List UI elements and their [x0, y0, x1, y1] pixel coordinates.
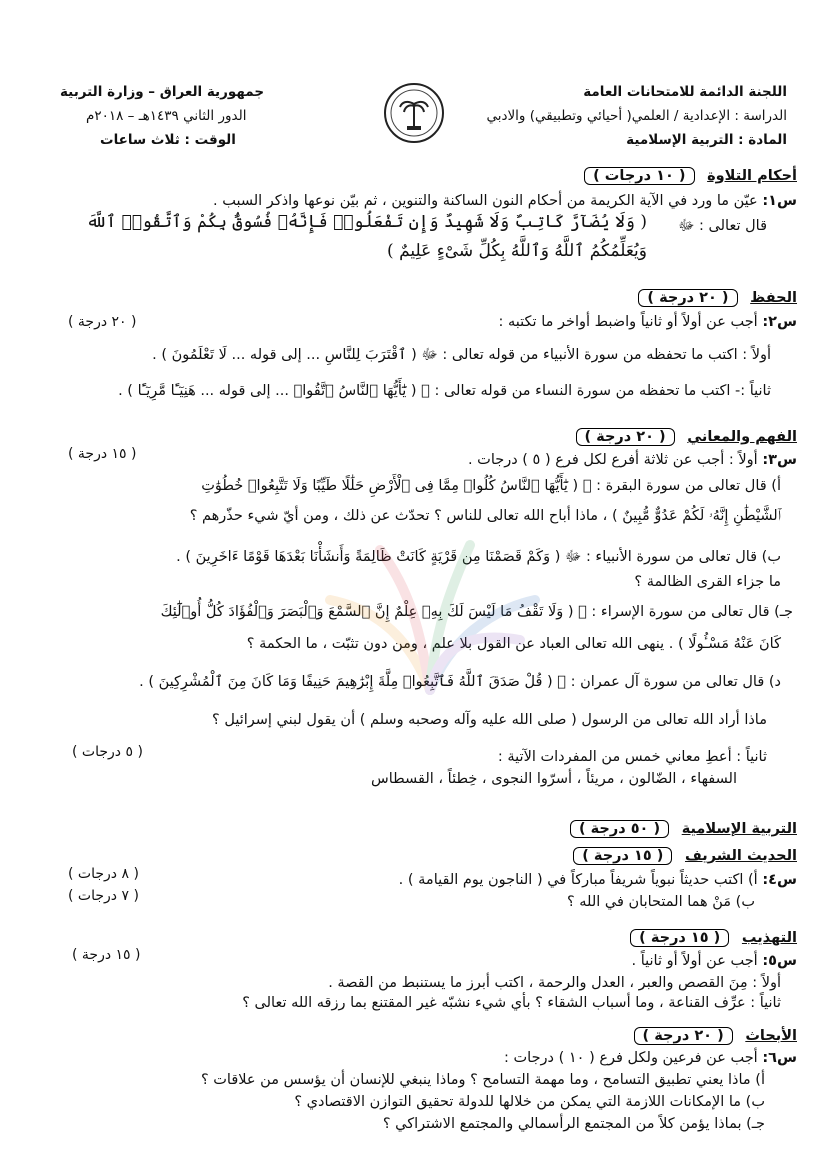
q6-b: ب) ما الإمكانات اللازمة التي يمكن من خلالها للدولة تحقيق التوازن الاقتصادي ؟ [294, 1094, 765, 1110]
section-marks: ( ١٥ درجة ) [573, 847, 672, 865]
q3-marks: ( ١٥ درجة ) [68, 446, 137, 462]
question-label: س٢: [762, 314, 797, 330]
q3-b-line1: ب) قال تعالى من سورة الأنبياء : ﷻ ( وَكَمْ قَصَمْنَا مِن قَرْيَةٍ كَانَتْ ظَالِمَةً وَأَنشَأْنَا بَعْدَهَا قَوْمًا ءَاخَرِينَ ) . [176, 549, 781, 565]
question-label: س٤: [762, 872, 797, 888]
section-marks: ( ٥٠ درجة ) [570, 820, 669, 838]
section-marks: ( ١٥ درجة ) [630, 929, 729, 947]
question-6 [504, 1050, 797, 1066]
q6-a: أ) ماذا يعني تطبيق التسامح ، وما مهمة التسامح ؟ وماذا ينبغي للإنسان أن يؤسس من علاقات ؟ [200, 1072, 765, 1088]
committee-title: اللجنة الدائمة للامتحانات العامة [583, 84, 787, 100]
q2-marks: ( ٢٠ درجة ) [68, 314, 137, 330]
section-marks: ( ٢٠ درجة ) [638, 289, 737, 307]
question-label: س١: [762, 193, 797, 209]
study-branch: الدراسة : الإعدادية / العلمي( أحيائي وتطبيقي) والادبي [486, 108, 787, 124]
section-hadith-heading [573, 848, 797, 864]
section-title: الفهم والمعاني [687, 429, 797, 445]
q5-second: ثانياً : عرِّف القناعة ، وما أسباب الشقاء ؟ بأي شيء نشبّه غير المقتنع بما رزقه الله تعالى ؟ [242, 995, 781, 1011]
section-title: الحفظ [750, 290, 797, 306]
iraq-emblem-icon [383, 82, 445, 144]
question-text: أجب عن أولاً أو ثانياً واضبط أواخر ما تكتبه : [498, 314, 758, 330]
q4-a-marks: ( ٨ درجات ) [68, 866, 139, 882]
question-label: س٥: [762, 953, 797, 969]
section-marks: ( ٢٠ درجة ) [634, 1027, 733, 1045]
exam-time: الوقت : ثلاث ساعات [100, 132, 236, 148]
question-1 [213, 193, 797, 209]
q5-marks: ( ١٥ درجة ) [72, 947, 141, 963]
question-4 [399, 872, 797, 888]
q3-a-line1: أ) قال تعالى من سورة البقرة : ﷻ ( يَٰٓأَيُّهَا ٱلنَّاسُ كُلُوا۟ مِمَّا فِى ٱلْأَرْضِ حَلَٰلًا طَيِّبًا وَلَا تَتَّبِعُوا۟ خُطُوَٰتِ [201, 478, 781, 494]
section-tilawa-heading [584, 168, 797, 184]
section-marks: ( ١٠ درجات ) [584, 167, 694, 185]
question-text: أ) اكتب حديثاً نبوياً شريفاً مباركاً في ( الناجون يوم القيامة ) . [398, 872, 758, 888]
question-3 [468, 452, 797, 468]
q3-d-line2: ماذا أراد الله تعالى من الرسول ( صلى الله عليه وآله وصحبه وسلم ) أن يقول لبني إسرائيل ؟ [212, 712, 767, 728]
subject-name: المادة : التربية الإسلامية [626, 132, 787, 148]
question-5 [632, 953, 798, 969]
watermark-icon [290, 520, 570, 720]
section-marks: ( ٢٠ درجة ) [576, 428, 675, 446]
section-tarbiya-heading [570, 821, 797, 837]
section-hifz-heading [638, 290, 797, 306]
question-label: س٦: [762, 1050, 797, 1066]
q4-b: ب) مَنْ هما المتحابان في الله ؟ [566, 894, 755, 910]
question-label: س٣: [762, 452, 797, 468]
section-abhath-heading [634, 1028, 797, 1044]
section-title: التهذيب [741, 930, 797, 946]
question-text: أجب عن فرعين ولكل فرع ( ١٠ ) درجات : [504, 1050, 758, 1066]
republic-ministry: جمهورية العراق – وزارة التربية [60, 84, 265, 100]
q3-a-line2: ٱلشَّيْطَٰنِ إِنَّهُۥ لَكُمْ عَدُوٌّ مُّبِينٌ ) ، ماذا أباح الله تعالى للناس ؟ تحدّث عن ذلك ، ومن أيّ شيء حذّرهم ؟ [189, 508, 781, 524]
question-text: عيّن ما ورد في الآية الكريمة من أحكام النون الساكنة والتنوين ، ثم بيّن نوعها واذكر السبب . [212, 193, 758, 209]
q3-d-line1: د) قال تعالى من سورة آل عمران : ﷻ ( قُلْ صَدَقَ ٱللَّهُ فَٱتَّبِعُوا۟ مِلَّةَ إِبْرَٰهِيمَ حَنِيفًا وَمَا كَانَ مِنَ ٱلْمُشْرِكِينَ ) . [139, 674, 781, 690]
q2-first: أولاً : اكتب ما تحفظه من سورة الأنبياء من قوله تعالى : ﷻ ( ٱقْتَرَبَ لِلنَّاسِ ... إلى قوله ... لَا تَعْلَمُونَ ) . [152, 347, 771, 363]
question-text: أولاً : أجب عن ثلاثة أفرع لكل فرع ( ٥ ) درجات . [467, 452, 758, 468]
q3-second-marks: ( ٥ درجات ) [72, 744, 143, 760]
q2-second: ثانياً :- اكتب ما تحفظه من سورة النساء من قوله تعالى : ﷻ ( يَٰٓأَيُّهَا ٱلنَّاسُ ٱتَّقُوا۟ ... إلى قوله ... هَنِيٓـًٔا مَّرِيٓـًٔا ) . [118, 383, 771, 399]
q3-c-line1: جـ) قال تعالى من سورة الإسراء : ﷻ ( وَلَا تَقْفُ مَا لَيْسَ لَكَ بِهِۦ عِلْمٌ إِنَّ ٱلسَّمْعَ وَٱلْبَصَرَ وَٱلْفُؤَادَ كُلُّ أُو۟لَٰٓئِكَ [160, 604, 793, 620]
q1-ayah-line2: وَيُعَلِّمُكُمُ ٱللَّهُ وَٱللَّهُ بِكُلِّ شَىْءٍ عَلِيمٌ ) [387, 241, 647, 261]
q1-ayah-line1: ( وَلَا يُضَآرَّ كَاتِبٌ وَلَا شَهِيدٌ وَإِن تَفْعَلُوا۟ فَإِنَّهُۥ فُسُوقٌۢ بِكُمْ وَٱتَّقُوا۟ ٱللَّهَ [86, 212, 647, 232]
q3-b-line2: ما جزاء القرى الظالمة ؟ [634, 574, 781, 590]
q6-c: جـ) بماذا يؤمن كلاً من المجتمع الرأسمالي والمجتمع الاشتراكي ؟ [382, 1116, 765, 1132]
section-title: التربية الإسلامية [681, 821, 797, 837]
question-text: أجب عن أولاً أو ثانياً . [631, 953, 758, 969]
exam-round: الدور الثاني ١٤٣٩هـ – ٢٠١٨م [86, 108, 247, 124]
question-2 [499, 314, 797, 330]
section-title: الحديث الشريف [685, 848, 797, 864]
q5-first: أولاً : مِنَ القصص والعبر ، العدل والرحمة ، اكتب أبرز ما يستنبط من القصة . [328, 975, 781, 991]
section-fahm-heading [576, 429, 798, 445]
q4-b-marks: ( ٧ درجات ) [68, 888, 139, 904]
section-tahdhib-heading [630, 930, 797, 946]
q3-c-line2: كَانَ عَنْهُ مَسْـُٔولًا ) . ينهى الله تعالى العباد عن القول بلا علم ، ومن دون تثبّت ، ما الحكمة ؟ [246, 636, 781, 652]
section-title: الأبحاث [745, 1028, 797, 1044]
q3-words: السفهاء ، الضّالون ، مريئاً ، أسرّوا النجوى ، خِطئاً ، القسطاس [371, 771, 737, 787]
q3-second: ثانياً : أعطِ معاني خمس من المفردات الآتية : [497, 749, 767, 765]
q1-intro: قال تعالى : ﷻ [678, 218, 767, 234]
section-title: أحكام التلاوة [707, 168, 797, 184]
